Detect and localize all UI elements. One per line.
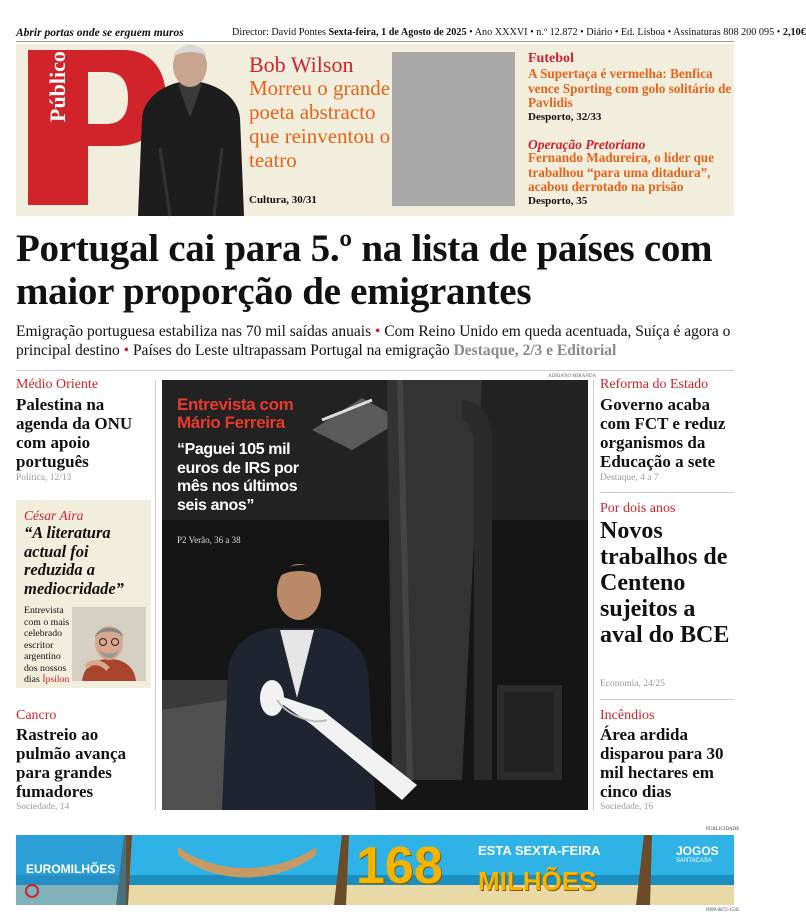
medio-kicker: Médio Oriente xyxy=(16,377,99,392)
column-divider-right xyxy=(593,380,594,810)
futebol-kicker: Futebol xyxy=(528,51,574,66)
medio-headline[interactable]: Palestina na agenda da ONU com apoio português xyxy=(16,395,133,471)
incendios-headline[interactable]: Área ardida disparou para 30 mil hectares em cinco dias xyxy=(600,725,724,801)
ad-tag: PUBLICIDADE xyxy=(706,827,740,832)
reforma-ref: Destaque, 4 a 7 xyxy=(600,473,659,483)
futebol-headline[interactable]: A Supertaça é vermelha: Benfica vence Sporting com golo solitário de Pavlidis xyxy=(528,66,732,110)
aira-quote[interactable]: “A literatura actual foi reduzida a mediocridade” xyxy=(24,523,124,598)
lead-headline[interactable]: Portugal cai para 5.º na lista de países com maior proporção de emigrantes xyxy=(16,227,713,313)
lead-subhead xyxy=(16,322,740,360)
issue-date: Sexta-feira, 1 de Agosto de 2025 xyxy=(328,27,467,38)
aira-body xyxy=(24,605,74,686)
medio-ref: Política, 12/13 xyxy=(16,473,72,483)
aira-kicker: César Aira xyxy=(24,508,84,523)
ad-brand: EUROMILHÕES xyxy=(26,862,116,876)
masthead-info xyxy=(232,27,806,38)
image-placeholder xyxy=(392,52,515,206)
pretoriano-ref: Desporto, 35 xyxy=(528,195,588,207)
interview-quote[interactable]: “Paguei 105 mil euros de IRS por mês nos últimos seis anos” xyxy=(177,441,299,514)
director: Director: David Pontes xyxy=(232,27,326,38)
centeno-ref: Economia, 24/25 xyxy=(600,679,665,689)
column-divider-left xyxy=(155,380,156,810)
bob-wilson-name[interactable]: Bob Wilson xyxy=(249,52,354,77)
ad-santacasa: SANTACASA xyxy=(676,858,712,864)
reforma-headline[interactable]: Governo acaba com FCT e reduz organismos da Educação a sete xyxy=(600,395,726,471)
incendios-ref: Sociedade, 16 xyxy=(600,802,654,812)
lead-sub-2: Com Reino Unido em queda acentuada, Suíça é agora o principal destino xyxy=(16,323,731,359)
centeno-headline[interactable]: Novos trabalhos de Centeno sujeitos a aval do BCE xyxy=(600,518,730,648)
right-rule xyxy=(600,699,734,700)
aira-ref: Ípsilon xyxy=(42,674,70,685)
logo-text: Público xyxy=(45,51,70,122)
ad-amount: 168 xyxy=(356,837,443,895)
issue-details: • Ano XXXVI • n.º 12.872 • Diário • Ed. Lisboa • Assinaturas 808 200 095 • xyxy=(469,27,781,38)
pretoriano-headline[interactable]: Fernando Madureira, o líder que trabalhou “para uma ditadura”, acabou derrotado na prisão xyxy=(528,150,714,194)
cancro-headline[interactable]: Rastreio ao pulmão avança para grandes fumadores xyxy=(16,725,127,801)
cancro-kicker: Cancro xyxy=(16,708,57,723)
barcode-number: 0999-0872-1545 xyxy=(706,908,740,913)
reforma-kicker: Reforma do Estado xyxy=(600,377,709,392)
price: 2,10€ xyxy=(782,27,806,38)
interview-ref: P2 Verão, 36 a 38 xyxy=(177,535,241,545)
incendios-kicker: Incêndios xyxy=(600,708,655,723)
bob-wilson-photo xyxy=(132,28,248,216)
bullet: • xyxy=(123,342,130,359)
cancro-ref: Sociedade, 14 xyxy=(16,802,70,812)
ad-friday: ESTA SEXTA-FEIRA xyxy=(478,843,601,858)
futebol-ref: Desporto, 32/33 xyxy=(528,111,602,123)
tagline: Abrir portas onde se erguem muros xyxy=(16,27,184,39)
photo-credit: ADRIANO MIRANDA xyxy=(548,374,597,379)
interview-kicker: Entrevista com Mário Ferreira xyxy=(177,395,294,432)
ad-unit: MILHÕES xyxy=(478,866,597,896)
lead-sub-3: Países do Leste ultrapassam Portugal na emigração xyxy=(132,342,450,359)
bullet: • xyxy=(374,323,381,340)
bob-wilson-headline[interactable]: Morreu o grande poeta abstracto que reinventou o teatro xyxy=(249,76,391,172)
bob-wilson-ref: Cultura, 30/31 xyxy=(249,194,317,206)
pretoriano-kicker: Operação Pretoriano xyxy=(528,137,646,152)
lead-ref: Destaque, 2/3 e Editorial xyxy=(453,342,617,359)
centeno-kicker: Por dois anos xyxy=(600,501,676,516)
cesar-aira-photo xyxy=(72,607,146,681)
aira-description: Entrevista com o mais celebrado escritor argentino dos nossos dias xyxy=(24,605,70,685)
right-rule xyxy=(600,492,734,493)
lead-sub-1: Emigração portuguesa estabiliza nas 70 mil saídas anuais xyxy=(16,323,372,340)
top-rule xyxy=(16,41,734,42)
section-rule xyxy=(16,370,734,371)
ad-jogos: JOGOS xyxy=(676,844,719,858)
